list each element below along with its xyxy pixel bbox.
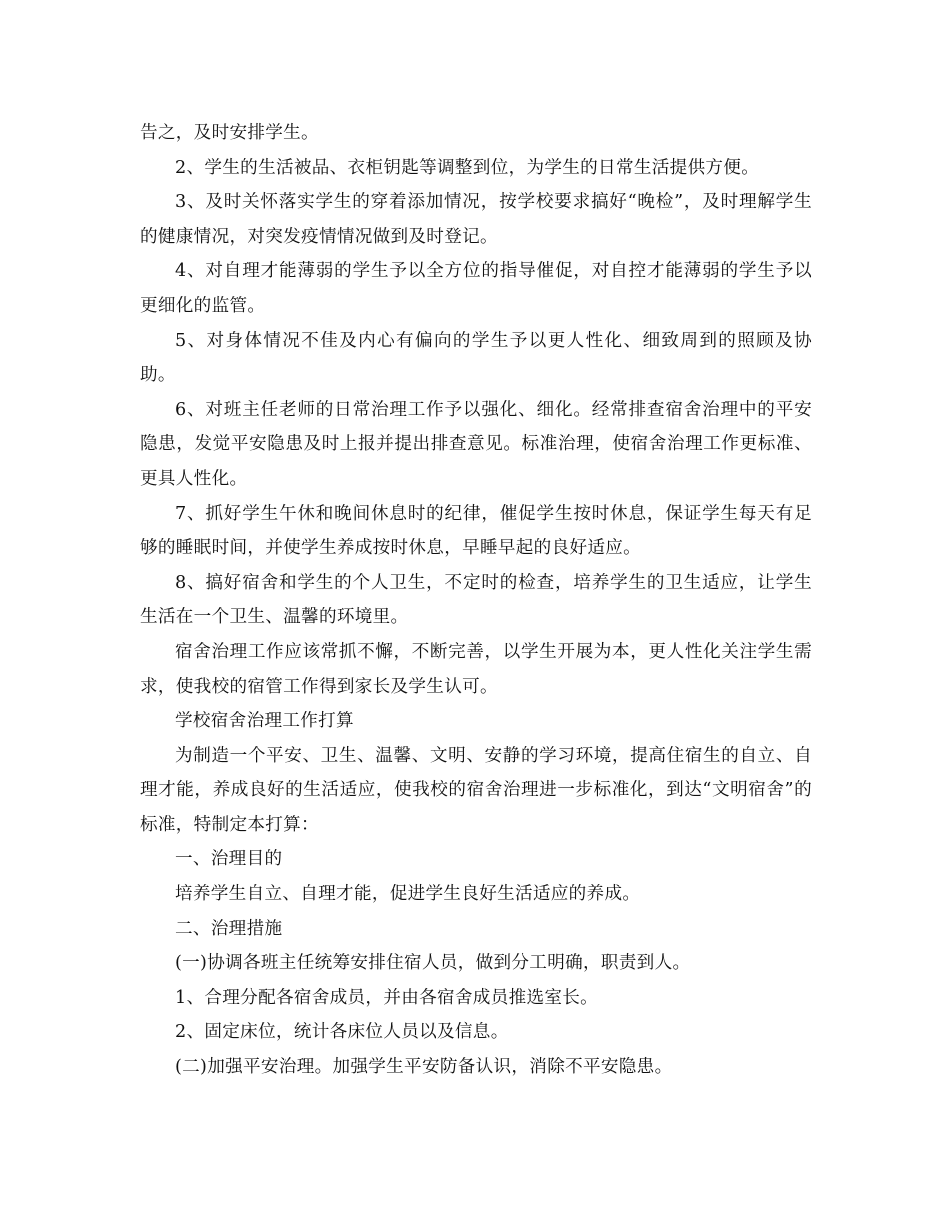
paragraph: 8、搞好宿舍和学生的个人卫生，不定时的检查，培养学生的卫生适应，让学生生活在一个卫生、温馨的环境里。 [140, 572, 812, 628]
paragraph: 2、固定床位，统计各床位人员以及信息。 [175, 1022, 509, 1043]
document-body [140, 116, 812, 1085]
paragraph: (二)加强平安治理。加强学生平安防备认识，消除不平安隐患。 [175, 1057, 673, 1078]
paragraph: 告之，及时安排学生。 [140, 123, 319, 143]
paragraph: 培养学生自立、自理才能，促进学生良好生活适应的养成。 [175, 884, 641, 905]
paragraph: 5、对身体情况不佳及内心有偏向的学生予以更人性化、细致周到的照顾及协助。 [140, 330, 812, 386]
paragraph: 7、抓好学生午休和晚间休息时的纪律，催促学生按时休息，保证学生每天有足够的睡眠时间，并使学生养成按时休息，早睡早起的良好适应。 [140, 503, 812, 559]
paragraph: 为制造一个平安、卫生、温馨、文明、安静的学习环境，提高住宿生的自立、自理才能，养成良好的生活适应，使我校的宿舍治理进一步标准化，到达“文明宿舍”的标准，特制定本打算： [140, 745, 812, 835]
paragraph: (一)协调各班主任统筹安排住宿人员，做到分工明确，职责到人。 [175, 953, 691, 974]
paragraph: 1、合理分配各宿舍成员，并由各宿舍成员推选室长。 [175, 987, 599, 1008]
section-heading: 一、治理目的 [175, 849, 283, 870]
paragraph: 4、对自理才能薄弱的学生予以全方位的指导催促，对自控才能薄弱的学生予以更细化的监管。 [140, 261, 812, 316]
section-heading: 学校宿舍治理工作打算 [175, 711, 354, 732]
paragraph: 2、学生的生活被品、衣柜钥匙等调整到位，为学生的日常生活提供方便。 [175, 157, 760, 178]
paragraph: 3、及时关怀落实学生的穿着添加情况，按学校要求搞好“晚检”，及时理解学生的健康情况，对突发疫情情况做到及时登记。 [140, 192, 812, 247]
paragraph: 宿舍治理工作应该常抓不懈，不断完善，以学生开展为本，更人性化关注学生需求，使我校的宿管工作得到家长及学生认可。 [140, 641, 812, 697]
paragraph: 6、对班主任老师的日常治理工作予以强化、细化。经常排查宿舍治理中的平安隐患，发觉平安隐患及时上报并提出排查意见。标准治理，使宿舍治理工作更标准、更具人性化。 [140, 399, 812, 489]
section-heading: 二、治理措施 [175, 918, 283, 939]
